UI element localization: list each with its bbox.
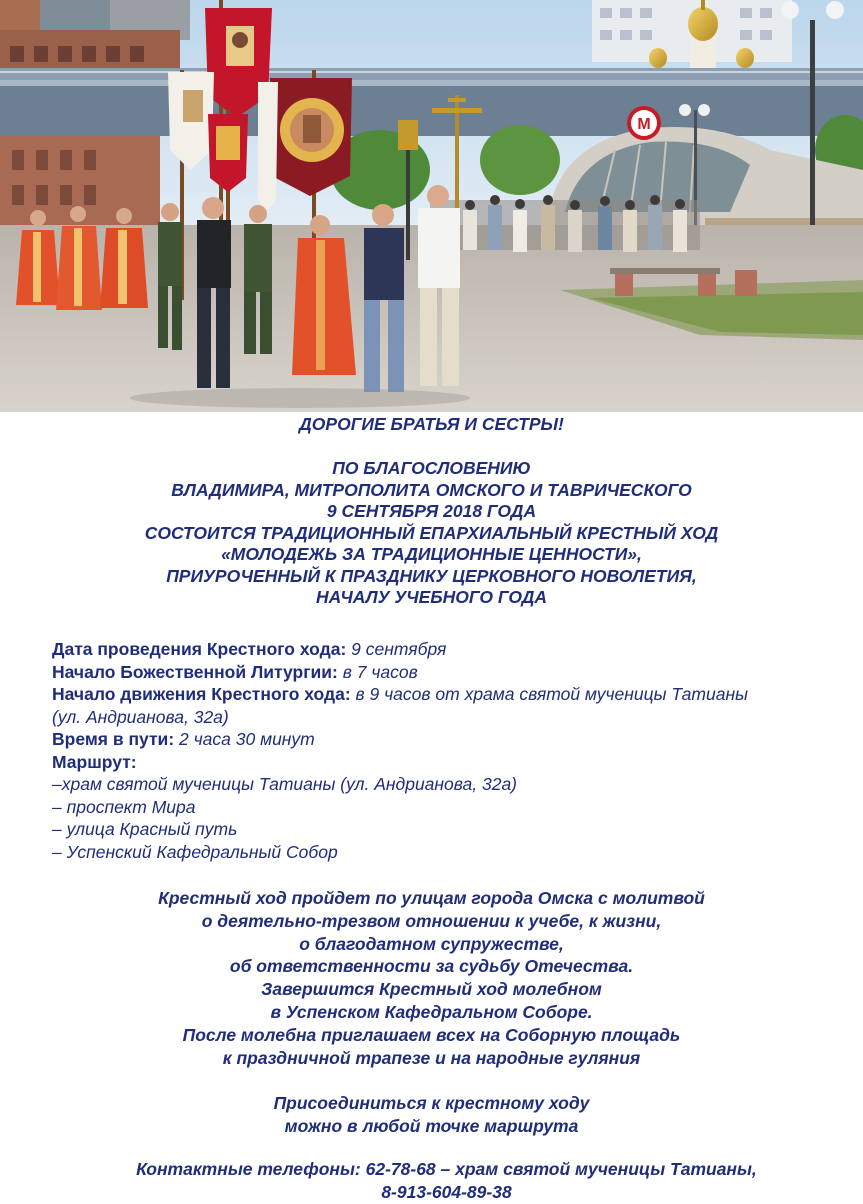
date-value: 9 сентября <box>346 639 447 659</box>
route-label: Маршрут: <box>52 751 137 772</box>
route-item <box>52 841 862 864</box>
liturgy-value: в 7 часов <box>337 661 418 682</box>
announcement-line: «МОЛОДЕЖЬ ЗА ТРАДИЦИОННЫЕ ЦЕННОСТИ», <box>221 544 642 564</box>
route-item <box>52 773 862 796</box>
join-line: можно в любой точке маршрута <box>284 1115 579 1136</box>
closing-line: После молебна приглашаем всех на Соборную площадь <box>182 1024 681 1045</box>
closing-line: Завершится Крестный ход молебном <box>261 979 602 1000</box>
announcement-line: ВЛАДИМИРА, МИТРОПОЛИТА ОМСКОГО И ТАВРИЧЕСКОГО <box>171 479 692 500</box>
route-label-row <box>52 751 862 774</box>
announcement-line: ПО БЛАГОСЛОВЕНИЮ <box>332 458 531 478</box>
start-address-text: (ул. Андрианова, 32а) <box>52 706 229 727</box>
start-value: в 9 часов от храма святой мученицы Татианы <box>350 684 748 704</box>
route-item-text: – проспект Мира <box>52 796 196 817</box>
metro-sign: М <box>637 116 651 133</box>
route-item <box>52 818 862 841</box>
route-item-text: – улица Красный путь <box>52 819 238 839</box>
liturgy-label: Начало Божественной Литургии: <box>52 661 338 682</box>
announcement-line: НАЧАЛУ УЧЕБНОГО ГОДА <box>315 587 548 607</box>
route-item-text: – Успенский Кафедральный Собор <box>52 841 338 862</box>
announcement-block <box>0 458 863 609</box>
procession-photo-icon <box>0 0 863 412</box>
start-address <box>52 706 862 729</box>
join-line: Присоединиться к крестному ходу <box>273 1093 590 1113</box>
route-item-text: –храм святой мученицы Татианы (ул. Андрианова, 32а) <box>52 774 518 794</box>
announcement-line: ПРИУРОЧЕННЫЙ К ПРАЗДНИКУ ЦЕРКОВНОГО НОВОЛЕТИЯ, <box>166 565 697 586</box>
procession-photo <box>0 0 863 412</box>
date-row <box>52 638 862 661</box>
start-row <box>52 683 862 706</box>
greeting-heading: ДОРОГИЕ БРАТЬЯ И СЕСТРЫ! <box>299 414 564 434</box>
contacts-phone: 8-913-604-89-38 <box>381 1181 512 1202</box>
liturgy-row <box>52 661 862 684</box>
event-details <box>52 638 862 863</box>
closing-line: Крестный ход пройдет по улицам города Омска с молитвой <box>158 888 705 908</box>
announcement-line: СОСТОИТСЯ ТРАДИЦИОННЫЙ ЕПАРХИАЛЬНЫЙ КРЕСТНЫЙ ХОД <box>144 522 719 543</box>
date-label: Дата проведения Крестного хода: <box>52 639 347 659</box>
contacts-line: Контактные телефоны: 62-78-68 – храм святой мученицы Татианы, <box>136 1159 757 1179</box>
duration-label: Время в пути: <box>52 729 175 749</box>
closing-line: к праздничной трапезе и на народные гуляния <box>222 1047 641 1068</box>
closing-block <box>0 887 863 1069</box>
closing-line: в Успенском Кафедральном Соборе. <box>270 1001 593 1022</box>
route-item <box>52 796 862 819</box>
closing-line: о деятельно-трезвом отношении к учебе, к жизни, <box>201 910 662 931</box>
closing-line: о благодатном супружестве, <box>299 933 564 954</box>
contacts-block <box>15 1158 863 1204</box>
duration-value: 2 часа 30 минут <box>174 729 315 749</box>
join-block <box>0 1092 863 1138</box>
start-label: Начало движения Крестного хода: <box>52 684 351 704</box>
announcement-line: 9 СЕНТЯБРЯ 2018 ГОДА <box>326 501 537 521</box>
closing-line: об ответственности за судьбу Отечества. <box>229 956 634 977</box>
duration-row <box>52 728 862 751</box>
